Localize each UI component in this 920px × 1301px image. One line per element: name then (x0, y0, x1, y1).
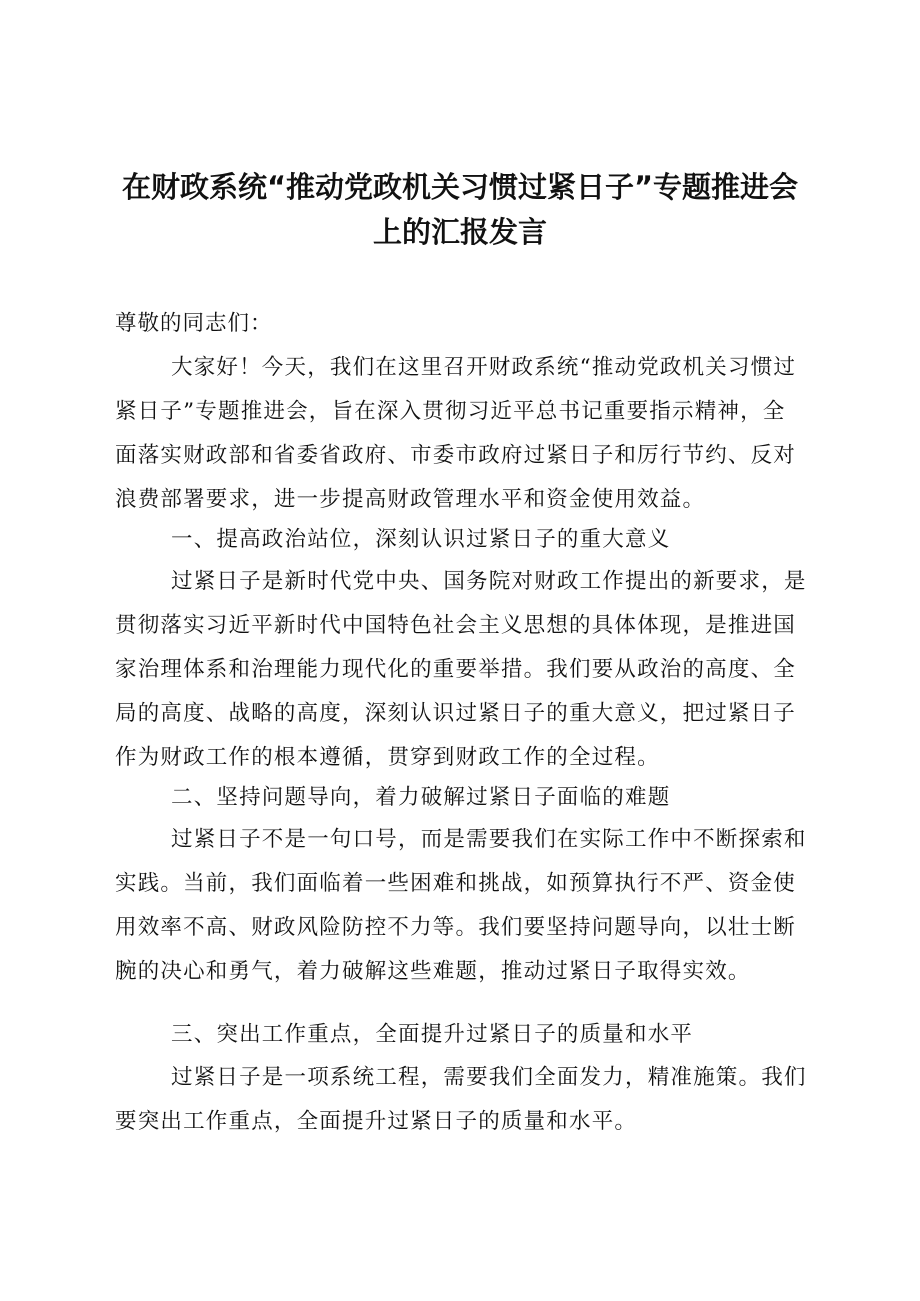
section-heading-text: 三、突出工作重点，全面提升过紧日子的质量和水平 (171, 1022, 694, 1047)
section-heading-text: 一、提高政治站位，深刻认识过紧日子的重大意义 (171, 527, 671, 552)
paragraph-opening (115, 346, 820, 522)
paragraph-section-2 (115, 818, 820, 994)
paragraph-line: 要突出工作重点，全面提升过紧日子的质量和水平。 (115, 1109, 638, 1134)
document-title (60, 165, 860, 255)
paragraph-line: 过紧日子是一项系统工程，需要我们全面发力，精准施策。我们 (171, 1065, 807, 1090)
paragraph-line: 面落实财政部和省委省政府、市委市政府过紧日子和厉行节约、反对 (115, 443, 797, 468)
paragraph-section-1 (115, 560, 820, 780)
section-heading-2 (115, 776, 820, 820)
title-line: 在财政系统“推动党政机关习惯过紧日子”专题推进会 (121, 170, 799, 204)
paragraph-line: 作为财政工作的根本遵循，贯穿到财政工作的全过程。 (115, 745, 660, 770)
paragraph-line: 家治理体系和治理能力现代化的重要举措。我们要从政治的高度、全 (115, 657, 797, 682)
paragraph-line: 过紧日子是新时代党中央、国务院对财政工作提出的新要求，是 (171, 569, 807, 594)
section-heading-text: 二、坚持问题导向，着力破解过紧日子面临的难题 (171, 785, 671, 810)
paragraph-line: 过紧日子不是一句口号，而是需要我们在实际工作中不断探索和 (171, 827, 807, 852)
paragraph-line: 腕的决心和勇气，着力破解这些难题，推动过紧日子取得实效。 (115, 959, 751, 984)
paragraph-line: 大家好！今天，我们在这里召开财政系统“推动党政机关习惯过 (171, 355, 797, 380)
paragraph-line: 浪费部署要求，进一步提高财政管理水平和资金使用效益。 (115, 487, 706, 512)
paragraph-line: 贯彻落实习近平新时代中国特色社会主义思想的具体体现，是推进国 (115, 613, 797, 638)
paragraph-section-3 (115, 1056, 820, 1144)
salutation: 尊敬的同志们： (115, 311, 273, 336)
paragraph-line: 用效率不高、财政风险防控不力等。我们要坚持问题导向，以壮士断 (115, 915, 797, 940)
paragraph-line: 紧日子”专题推进会，旨在深入贯彻习近平总书记重要指示精神，全 (115, 399, 786, 424)
section-heading-3 (115, 1013, 820, 1057)
paragraph-line: 实践。当前，我们面临着一些困难和挑战，如预算执行不严、资金使 (115, 871, 797, 896)
paragraph-line: 局的高度、战略的高度，深刻认识过紧日子的重大意义，把过紧日子 (115, 701, 797, 726)
section-heading-1 (115, 518, 820, 562)
title-line: 上的汇报发言 (372, 215, 547, 249)
